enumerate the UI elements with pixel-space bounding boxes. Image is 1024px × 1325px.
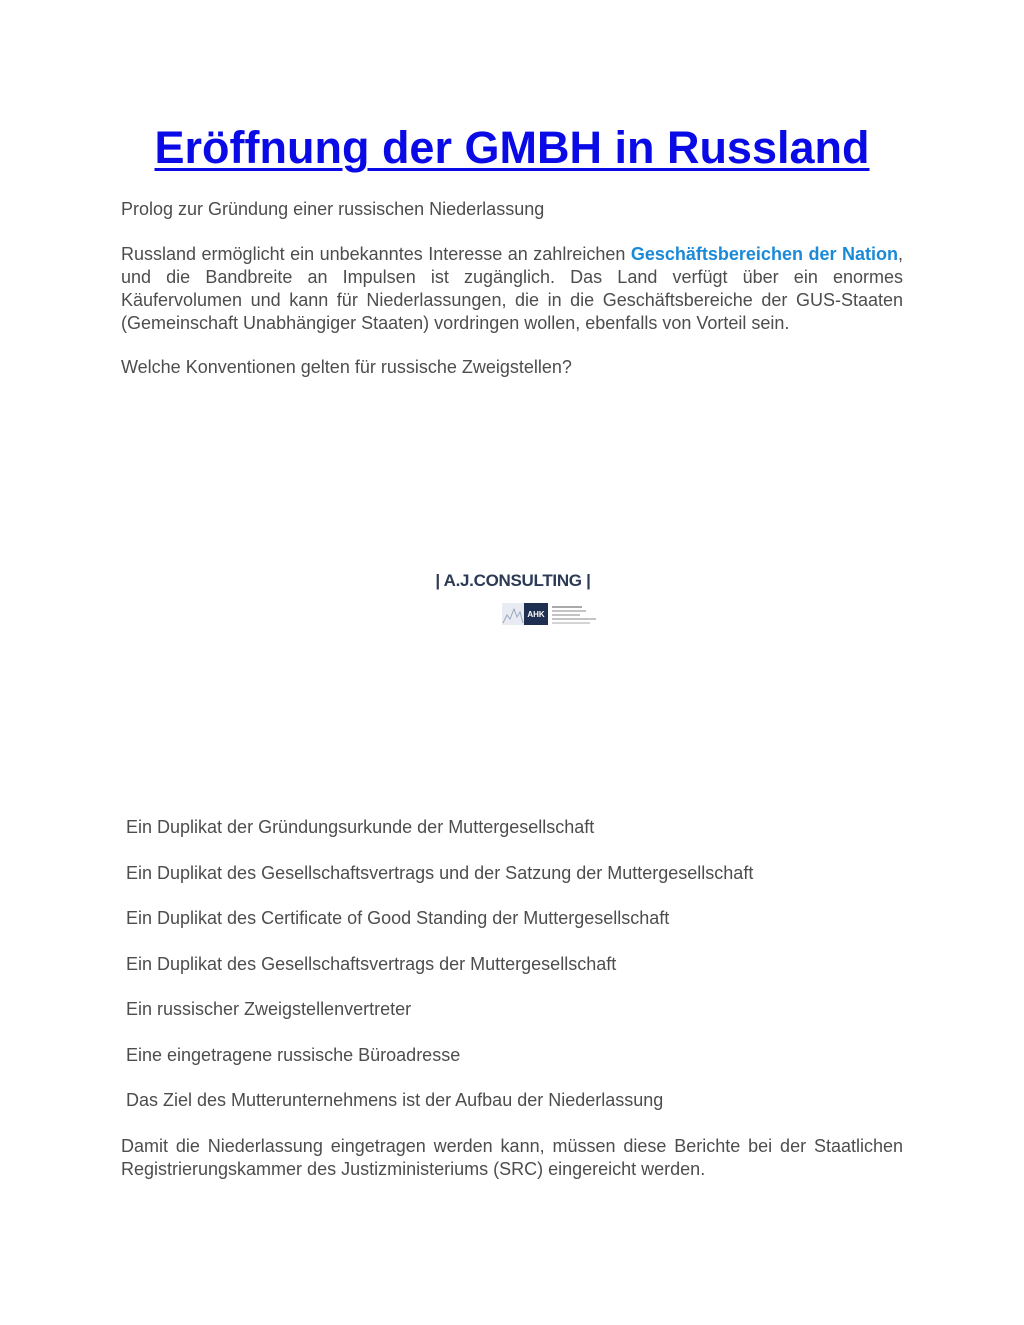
logo-wordmark: | A.J.CONSULTING | (435, 571, 591, 590)
list-item: Das Ziel des Mutterunternehmens ist der Aufbau der Niederlassung (126, 1090, 664, 1110)
business-areas-link[interactable]: Geschäftsbereichen der Nation (630, 244, 898, 264)
closing-paragraph: Damit die Niederlassung eingetragen werden kann, müssen diese Berichte bei der Staatlichen Registrierungskammer des Justizministeriums (SRC) eingereicht werden. (121, 1136, 903, 1179)
ahk-badge-icon (502, 603, 598, 625)
ahk-badge-label: AHK (527, 610, 545, 619)
intro-paragraph (121, 243, 903, 335)
list-item: Eine eingetragene russische Büroadresse (126, 1045, 461, 1065)
company-logo (428, 570, 598, 630)
intro-text-after-link: , und die Bandbreite an Impulsen ist zugänglich. Das Land verfügt über ein enormes Käufervolumen und kann für Niederlassungen, die in die Geschäftsbereiche der GUS-Staaten (Gemeinschaft Unabhängiger Staaten) vordringen wollen, ebenfalls von Vorteil sein. (121, 244, 903, 333)
list-item: Ein Duplikat des Gesellschaftsvertrags und der Satzung der Muttergesellschaft (126, 863, 754, 883)
page-title: Eröffnung der GMBH in Russland (154, 122, 870, 173)
question-text: Welche Konventionen gelten für russische Zweigstellen? (121, 357, 572, 377)
list-item: Ein russischer Zweigstellenvertreter (126, 999, 412, 1019)
list-item: Ein Duplikat des Gesellschaftsvertrags der Muttergesellschaft (126, 954, 617, 974)
list-item: Ein Duplikat der Gründungsurkunde der Muttergesellschaft (126, 817, 595, 837)
intro-text-before-link: Russland ermöglicht ein unbekanntes Interesse an zahlreichen (121, 244, 631, 264)
prolog-text: Prolog zur Gründung einer russischen Niederlassung (121, 199, 545, 219)
list-item: Ein Duplikat des Certificate of Good Standing der Muttergesellschaft (126, 908, 670, 928)
